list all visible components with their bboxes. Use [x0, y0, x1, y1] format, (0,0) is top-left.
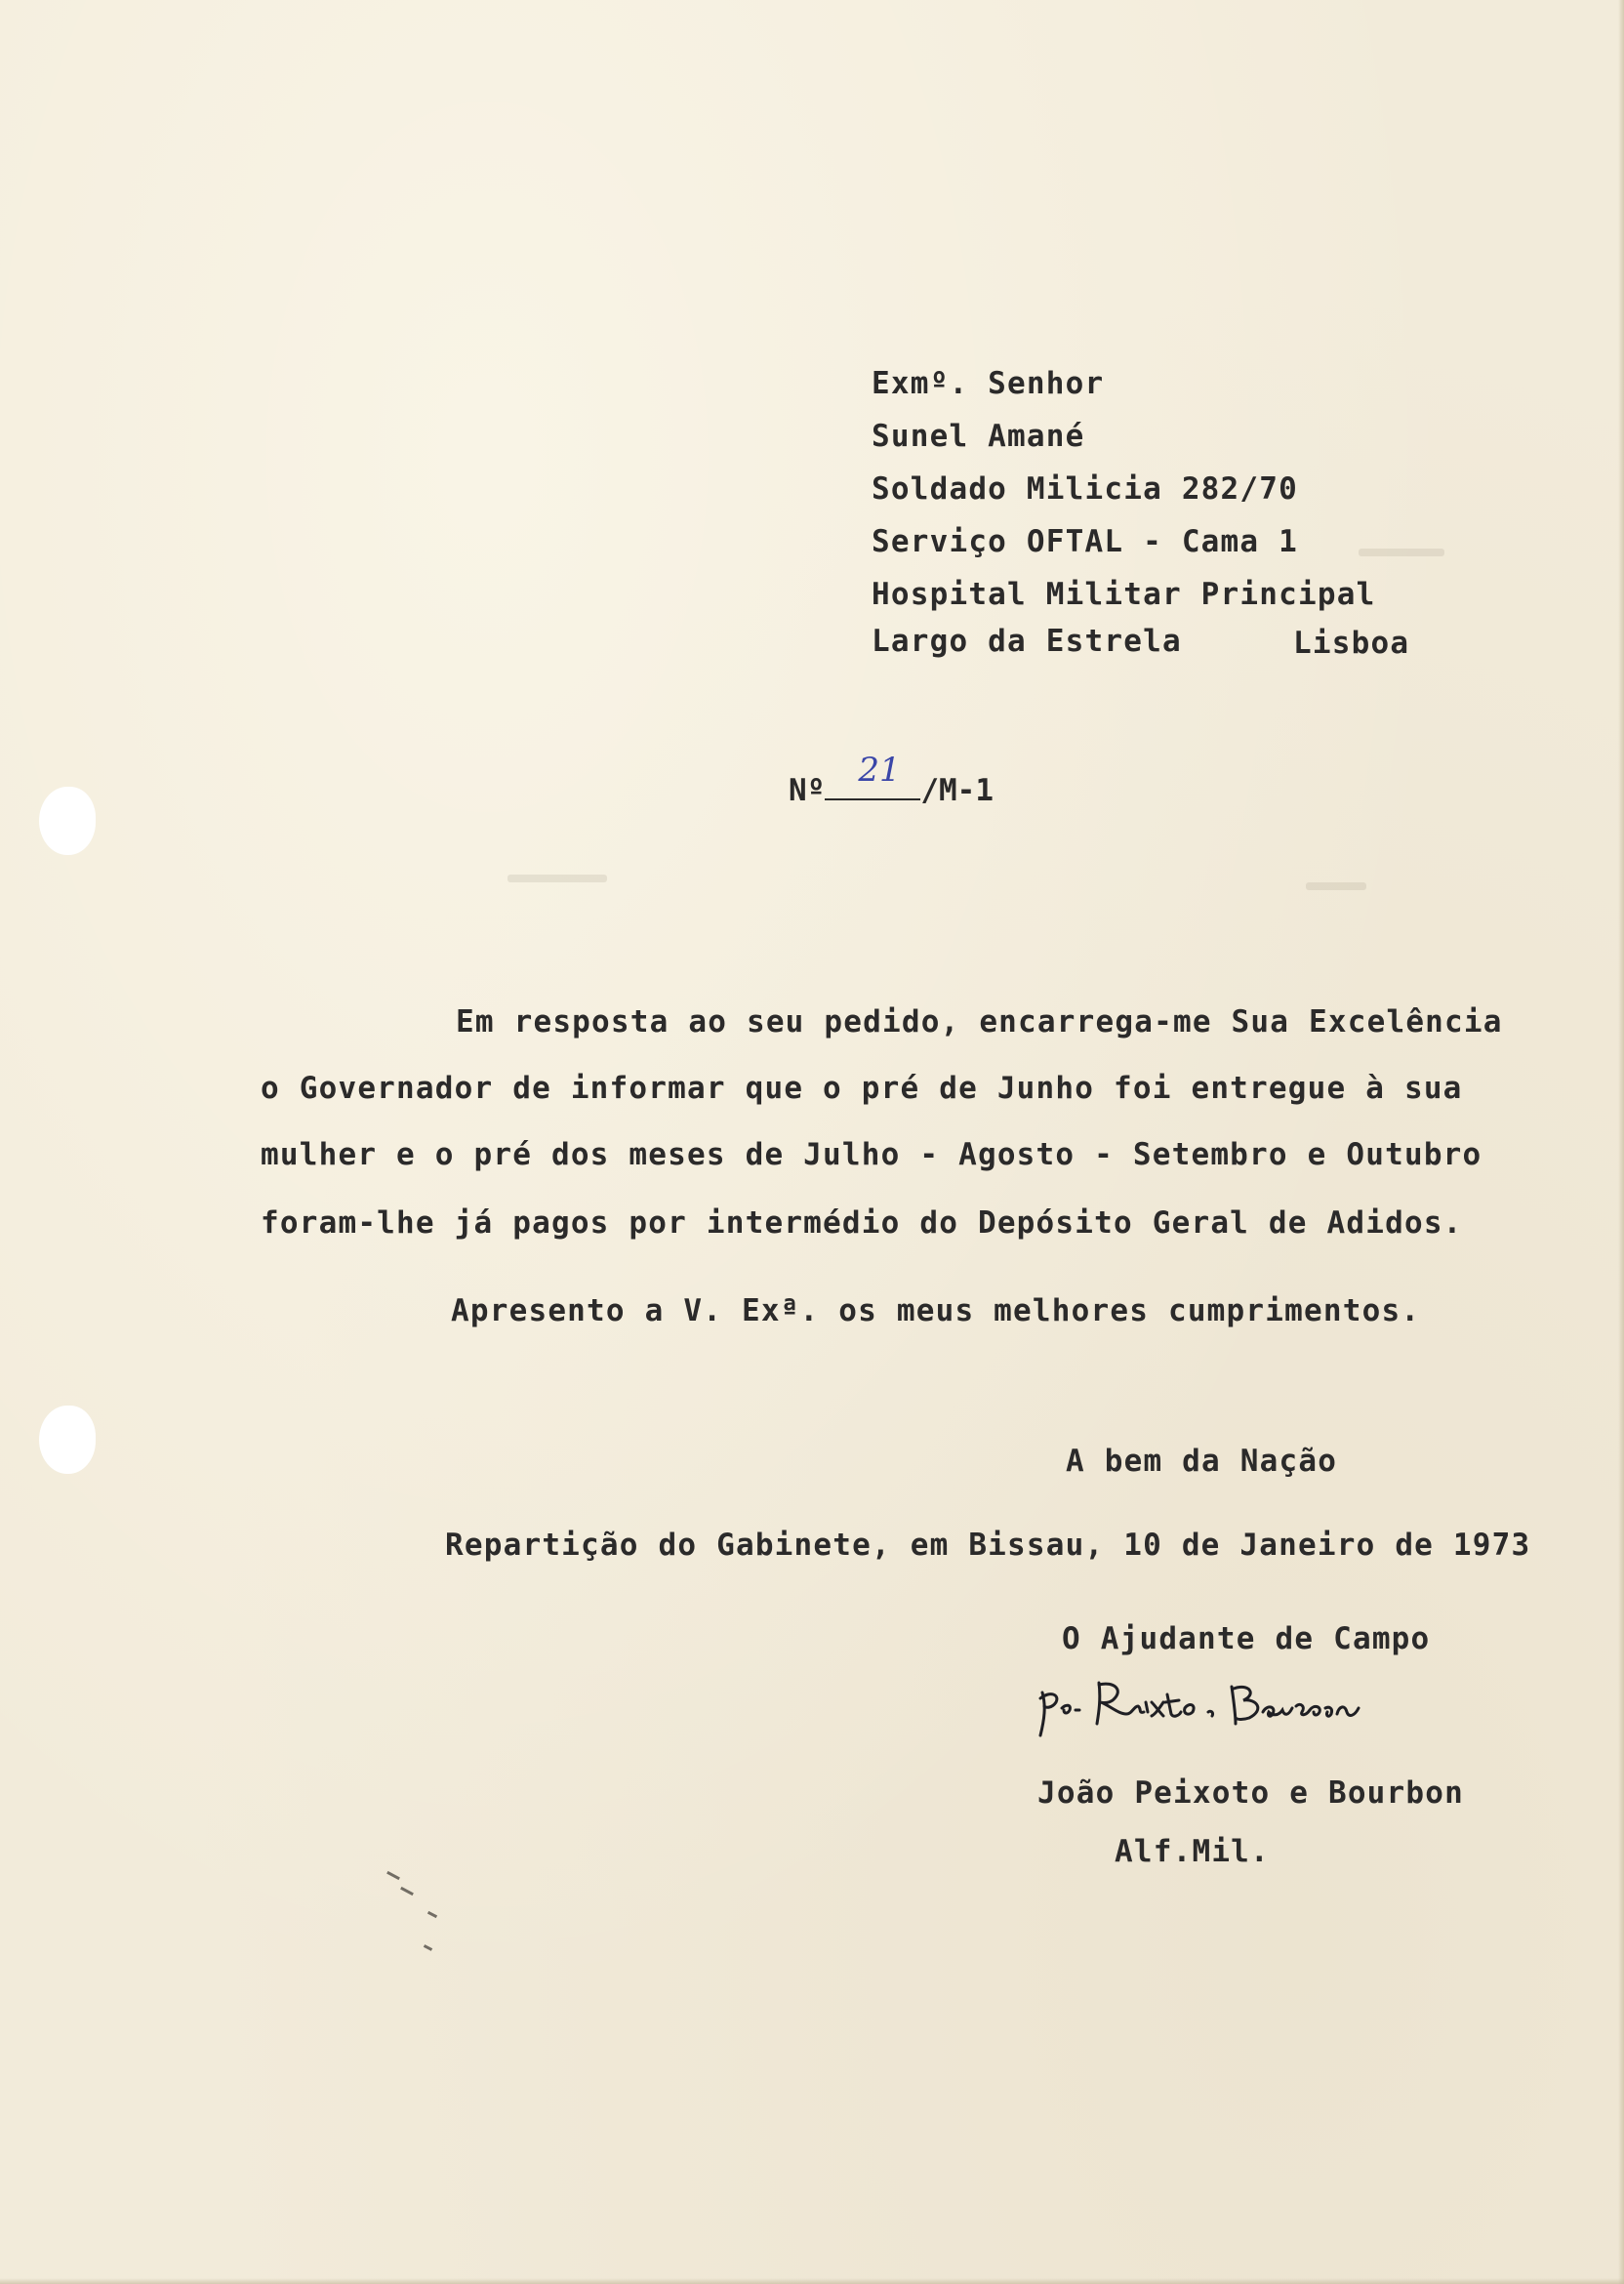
paper-speck [386, 1871, 400, 1880]
body-line-3: mulher e o pré dos meses de Julho - Agosto - Setembro e Outubro [261, 1137, 1482, 1172]
signatory-name: João Peixoto e Bourbon [1037, 1775, 1464, 1811]
paper-smudge [1306, 882, 1366, 890]
body-line-2: o Governador de informar que o pré de Junho foi entregue à sua [261, 1071, 1463, 1106]
signatory-title: O Ajudante de Campo [1062, 1621, 1431, 1656]
paper-speck [427, 1911, 437, 1918]
punch-hole-lower [39, 1406, 96, 1474]
addressee-street: Largo da Estrela [872, 624, 1182, 659]
paper-smudge [1359, 549, 1444, 556]
reference-handwritten-number: 21 [858, 751, 901, 790]
punch-hole-upper [39, 787, 96, 855]
reference-suffix: /M-1 [920, 773, 994, 808]
signatory-rank: Alf.Mil. [1115, 1834, 1270, 1869]
body-line-4: foram-lhe já pagos por intermédio do Depósito Geral de Adidos. [261, 1205, 1463, 1241]
body-line-1: Em resposta ao seu pedido, encarrega-me Sua Excelência [456, 1004, 1503, 1040]
addressee-name: Sunel Amané [872, 419, 1085, 454]
addressee-service: Serviço OFTAL - Cama 1 [872, 524, 1298, 559]
addressee-salutation: Exmº. Senhor [872, 366, 1105, 401]
addressee-city: Lisboa [1293, 626, 1410, 661]
paper-speck [424, 1944, 432, 1951]
reference-blank [825, 751, 920, 800]
paper-smudge [508, 875, 607, 882]
reference-number-line [789, 751, 994, 808]
paper-edge-bottom [0, 2278, 1624, 2284]
reference-prefix: Nº [789, 773, 826, 808]
place-and-date: Repartição do Gabinete, em Bissau, 10 de Janeiro de 1973 [445, 1528, 1531, 1563]
paper-speck [400, 1887, 414, 1896]
addressee-hospital: Hospital Militar Principal [872, 577, 1376, 612]
closing-formula: A bem da Nação [1066, 1444, 1338, 1479]
addressee-rank: Soldado Milicia 282/70 [872, 471, 1298, 507]
handwritten-signature [1036, 1673, 1398, 1741]
body-greeting: Apresento a V. Exª. os meus melhores cumprimentos. [451, 1293, 1421, 1328]
paper-edge-right [1618, 0, 1624, 2284]
